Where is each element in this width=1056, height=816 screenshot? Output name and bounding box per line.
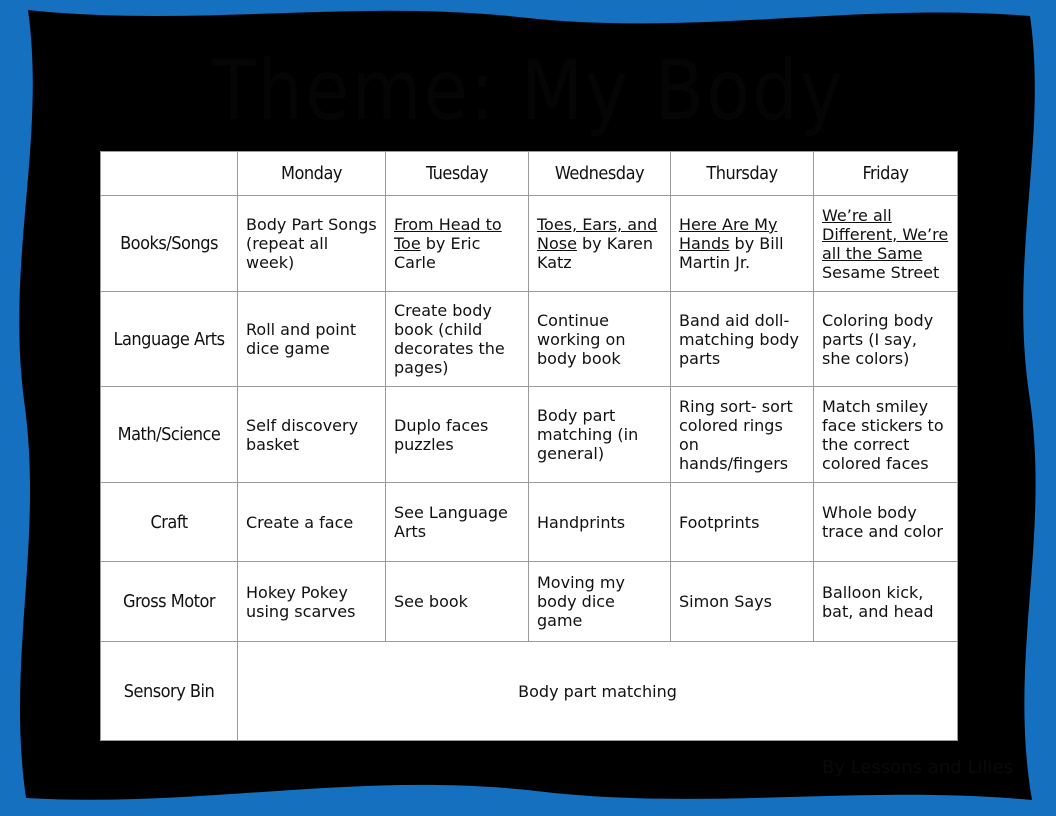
day-header: Monday [238, 152, 386, 196]
activity-cell: See book [386, 562, 529, 642]
activity-cell: Band aid doll-matching body parts [671, 292, 814, 387]
activity-text: Body Part Songs (repeat all week) [246, 215, 377, 272]
activity-cell: Body part matching (in general) [529, 387, 671, 483]
activity-cell [529, 196, 671, 292]
table-row [101, 196, 958, 292]
activity-cell: Duplo faces puzzles [386, 387, 529, 483]
activity-cell [386, 196, 529, 292]
category-label: Gross Motor [101, 562, 238, 642]
book-title: Toes, Ears, and Nose [537, 215, 658, 253]
activity-cell: Handprints [529, 483, 671, 562]
page-title: Theme: My Body [211, 41, 845, 139]
category-label: Math/Science [101, 387, 238, 483]
book-author: by Karen Katz [537, 234, 653, 272]
table-row [101, 483, 958, 562]
book-title: From Head to Toe [394, 215, 502, 253]
activity-cell: Create a face [238, 483, 386, 562]
day-header: Tuesday [386, 152, 529, 196]
category-label: Craft [101, 483, 238, 562]
day-header: Wednesday [529, 152, 671, 196]
activity-cell: Balloon kick, bat, and head [814, 562, 958, 642]
activity-cell: Whole body trace and color [814, 483, 958, 562]
activity-cell: Roll and point dice game [238, 292, 386, 387]
table-row [101, 642, 958, 741]
table-row [101, 562, 958, 642]
header-row [101, 152, 958, 196]
weekly-plan-table [100, 151, 958, 741]
activity-cell: Self discovery basket [238, 387, 386, 483]
activity-cell [238, 196, 386, 292]
book-author: by Bill Martin Jr. [679, 234, 784, 272]
day-header: Thursday [671, 152, 814, 196]
table-row [101, 292, 958, 387]
activity-cell: Continue working on body book [529, 292, 671, 387]
category-label: Sensory Bin [101, 642, 238, 741]
activity-cell: Ring sort- sort colored rings on hands/fingers [671, 387, 814, 483]
activity-cell: Match smiley face stickers to the correct colored faces [814, 387, 958, 483]
activity-cell: Hokey Pokey using scarves [238, 562, 386, 642]
book-title: Here Are My Hands [679, 215, 778, 253]
book-author: by Eric Carle [394, 234, 481, 272]
category-label: Language Arts [101, 292, 238, 387]
corner-cell [101, 152, 238, 196]
activity-cell: Simon Says [671, 562, 814, 642]
activity-cell [814, 196, 958, 292]
sensory-bin-cell: Body part matching [238, 642, 958, 741]
book-title: We’re all Different, We’re all the Same [822, 205, 949, 263]
activity-cell: See Language Arts [386, 483, 529, 562]
book-author: Sesame Street [822, 262, 940, 282]
activity-cell: Create body book (child decorates the pages) [386, 292, 529, 387]
credit-text: By Lessons and Lilies [822, 757, 1013, 778]
category-label: Books/Songs [101, 196, 238, 292]
table-row [101, 387, 958, 483]
activity-cell: Moving my body dice game [529, 562, 671, 642]
activity-cell: Footprints [671, 483, 814, 562]
activity-cell [671, 196, 814, 292]
activity-cell: Coloring body parts (I say, she colors) [814, 292, 958, 387]
day-header: Friday [814, 152, 958, 196]
